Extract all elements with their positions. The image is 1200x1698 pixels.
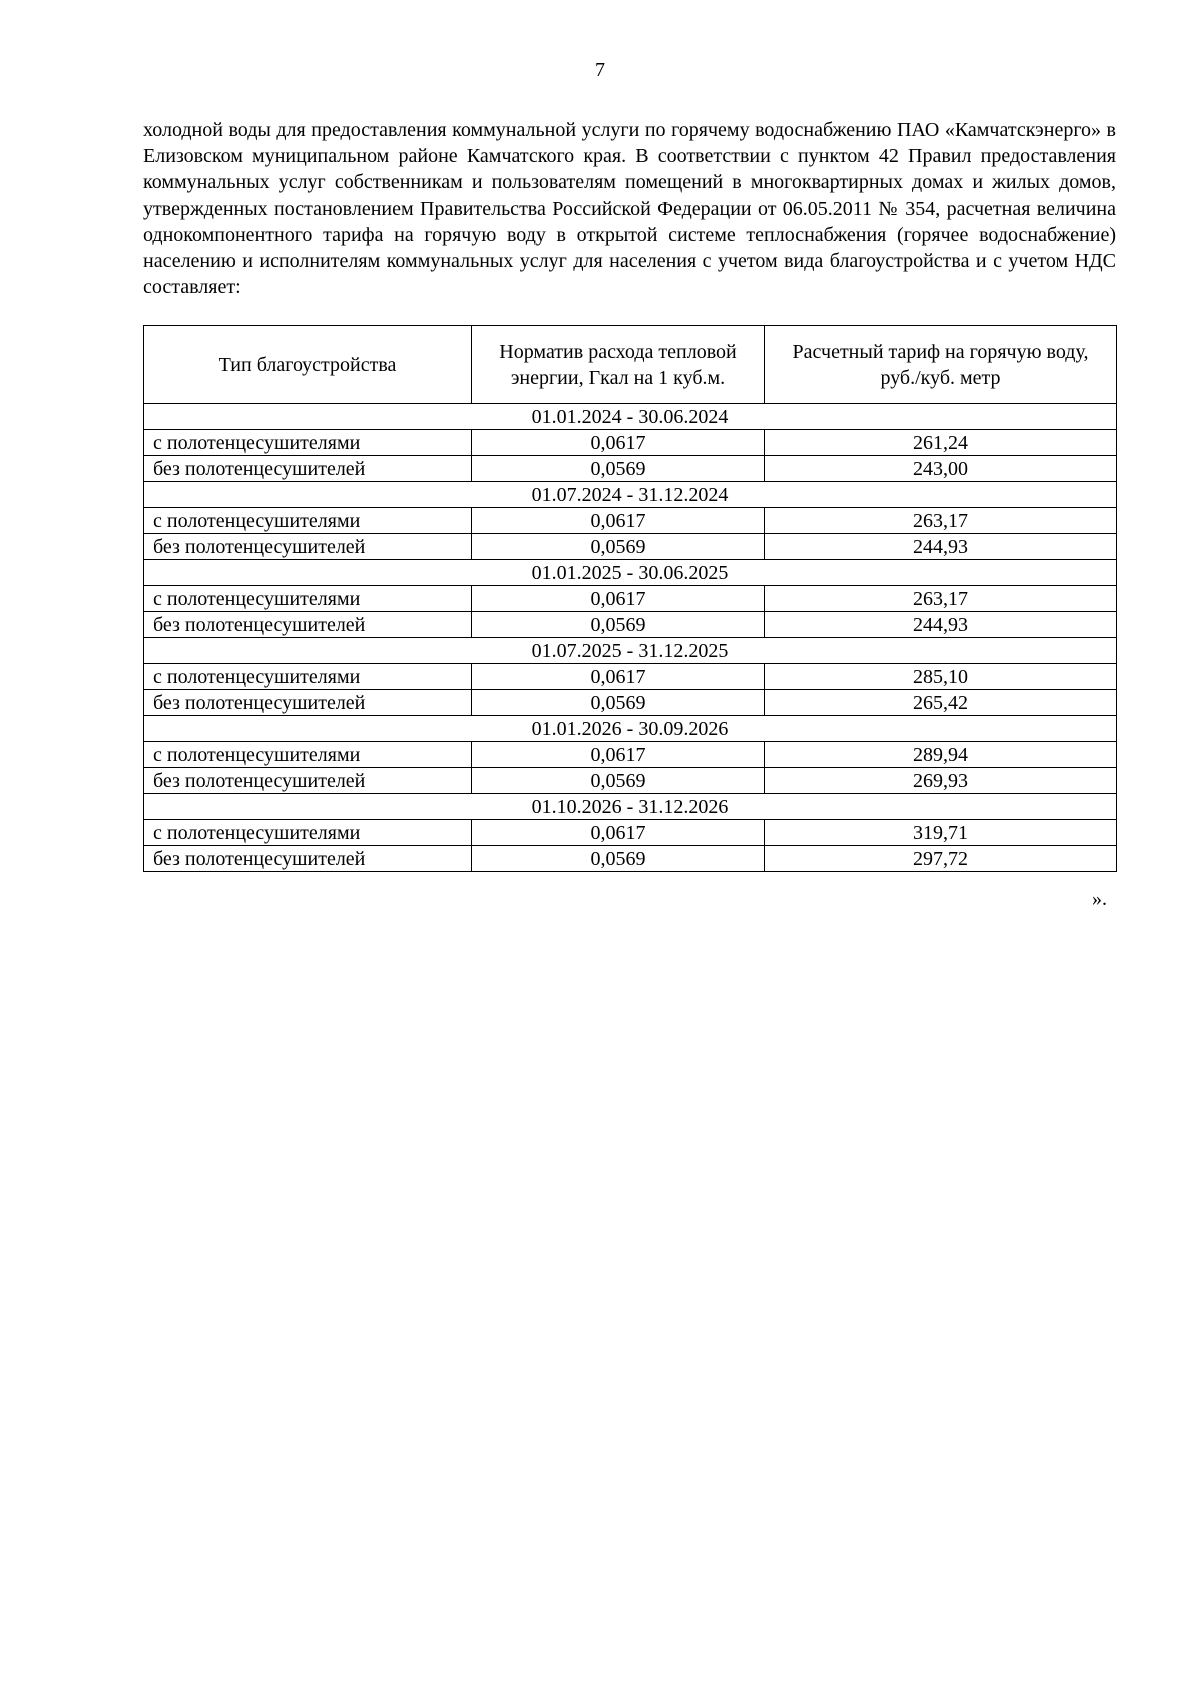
tariff-cell: 243,00 [765,456,1117,482]
table-row [144,846,1117,872]
period-label: 01.01.2026 - 30.09.2026 [144,716,1117,742]
tariff-cell: 289,94 [765,742,1117,768]
improvement-type-cell: с полотенцесушителями [144,430,472,456]
header-improvement-type: Тип благоустройства [144,326,472,404]
table-row [144,742,1117,768]
heat-norm-cell: 0,0617 [472,742,765,768]
improvement-type-cell: без полотенцесушителей [144,456,472,482]
tariff-cell: 244,93 [765,534,1117,560]
table-row [144,612,1117,638]
period-label: 01.01.2025 - 30.06.2025 [144,560,1117,586]
period-label: 01.07.2024 - 31.12.2024 [144,482,1117,508]
table-row [144,508,1117,534]
improvement-type-cell: с полотенцесушителями [144,586,472,612]
period-row [144,404,1117,430]
closing-quote: ». [1092,888,1107,910]
period-row [144,794,1117,820]
improvement-type-cell: с полотенцесушителями [144,820,472,846]
header-tariff: Расчетный тариф на горячую воду, руб./куб. метр [765,326,1117,404]
improvement-type-cell: без полотенцесушителей [144,846,472,872]
table-row [144,430,1117,456]
tariff-table-body [144,404,1117,872]
table-header-row [144,326,1117,404]
tariff-cell: 269,93 [765,768,1117,794]
heat-norm-cell: 0,0617 [472,664,765,690]
improvement-type-cell: без полотенцесушителей [144,612,472,638]
tariff-cell: 297,72 [765,846,1117,872]
tariff-cell: 265,42 [765,690,1117,716]
table-row [144,534,1117,560]
heat-norm-cell: 0,0569 [472,456,765,482]
header-heat-norm: Норматив расхода тепловой энергии, Гкал на 1 куб.м. [472,326,765,404]
tariff-cell: 244,93 [765,612,1117,638]
heat-norm-cell: 0,0617 [472,430,765,456]
tariff-cell: 285,10 [765,664,1117,690]
table-row [144,664,1117,690]
period-row [144,716,1117,742]
table-row [144,586,1117,612]
tariff-cell: 261,24 [765,430,1117,456]
tariff-cell: 319,71 [765,820,1117,846]
improvement-type-cell: с полотенцесушителями [144,664,472,690]
table-row [144,456,1117,482]
improvement-type-cell: с полотенцесушителями [144,742,472,768]
heat-norm-cell: 0,0617 [472,508,765,534]
table-row [144,820,1117,846]
period-label: 01.07.2025 - 31.12.2025 [144,638,1117,664]
table-row [144,768,1117,794]
heat-norm-cell: 0,0617 [472,586,765,612]
heat-norm-cell: 0,0569 [472,534,765,560]
heat-norm-cell: 0,0617 [472,820,765,846]
improvement-type-cell: без полотенцесушителей [144,768,472,794]
heat-norm-cell: 0,0569 [472,768,765,794]
heat-norm-cell: 0,0569 [472,690,765,716]
tariff-table [143,325,1117,872]
improvement-type-cell: без полотенцесушителей [144,534,472,560]
tariff-cell: 263,17 [765,508,1117,534]
period-row [144,638,1117,664]
period-row [144,560,1117,586]
improvement-type-cell: с полотенцесушителями [144,508,472,534]
heat-norm-cell: 0,0569 [472,846,765,872]
period-label: 01.10.2026 - 31.12.2026 [144,794,1117,820]
heat-norm-cell: 0,0569 [472,612,765,638]
table-row [144,690,1117,716]
intro-paragraph: холодной воды для предоставления коммунальной услуги по горячему водоснабжению ПАО «Камчатскэнерго» в Елизовском муниципальном районе Камчатского края. В соответствии с пунктом 42 Правил предоставления коммунальных услуг собственникам и пользователям помещений в многоквартирных домах и жилых домов, утвержденных постановлением Правительства Российской Федерации от 06.05.2011 № 354, расчетная величина однокомпонентного тарифа на горячую воду в открытой системе теплоснабжения (горячее водоснабжение) населению и исполнителям коммунальных услуг для населения с учетом вида благоустройства и с учетом НДС составляет: [143,119,1116,299]
tariff-cell: 263,17 [765,586,1117,612]
improvement-type-cell: без полотенцесушителей [144,690,472,716]
period-row [144,482,1117,508]
page-number: 7 [595,59,605,81]
period-label: 01.01.2024 - 30.06.2024 [144,404,1117,430]
